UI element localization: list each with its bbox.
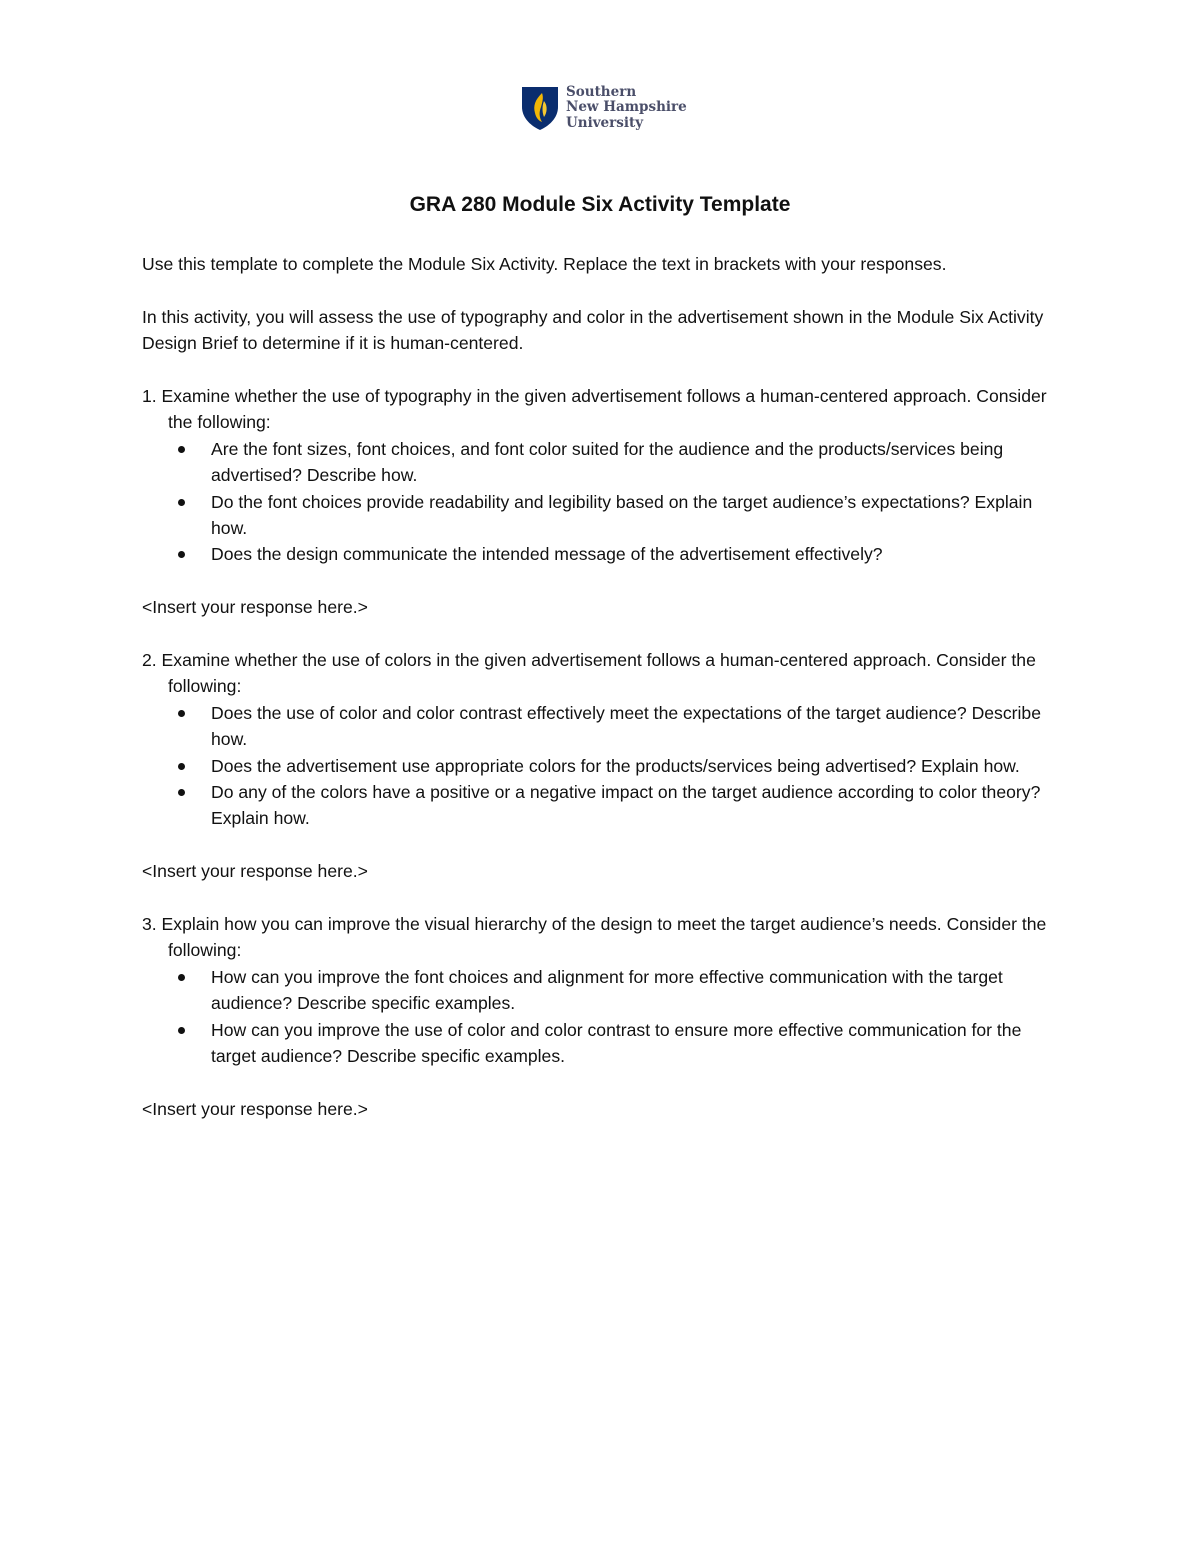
response-placeholder[interactable]: <Insert your response here.>	[142, 861, 368, 882]
logo-line-3: University	[566, 114, 644, 131]
intro-paragraph: Use this template to complete the Module Six Activity. Replace the text in brackets with your responses.	[142, 254, 947, 274]
bullet-item: Does the advertisement use appropriate colors for the products/services being advertised? Explain how.	[142, 753, 1067, 779]
document-title: GRA 280 Module Six Activity Template	[409, 193, 791, 216]
bullet-item: Do the font choices provide readability and legibility based on the target audience’s expectations? Explain how.	[142, 489, 1067, 542]
question-prompt: 2. Examine whether the use of colors in the given advertisement follows a human-centered approach. Consider the following:	[142, 650, 1036, 697]
bullet-item: Does the design communicate the intended message of the advertisement effectively?	[142, 541, 1067, 567]
bullet-list	[142, 436, 1067, 568]
question-block	[142, 647, 1067, 885]
bullet-list	[142, 700, 1067, 832]
bullet-item: Do any of the colors have a positive or a negative impact on the target audience according to color theory? Explain how.	[142, 779, 1067, 832]
description-paragraph: In this activity, you will assess the use of typography and color in the advertisement shown in the Module Six Activity Design Brief to determine if it is human-centered.	[142, 306, 1044, 354]
bullet-item: How can you improve the use of color and color contrast to ensure more effective communication for the target audience? Describe specific examples.	[142, 1017, 1067, 1070]
question-block	[142, 911, 1067, 1122]
logo-line-2: New Hampshire	[566, 99, 687, 116]
logo-line-1: Southern	[566, 83, 637, 100]
shield-flame-icon	[520, 85, 560, 131]
question-prompt: 3. Explain how you can improve the visual hierarchy of the design to meet the target audience’s needs. Consider the following:	[142, 914, 1047, 961]
logo-wordmark	[566, 85, 687, 132]
bullet-item: Are the font sizes, font choices, and font color suited for the audience and the products/services being advertised? Describe how.	[142, 436, 1067, 489]
document-body	[142, 251, 1067, 1149]
bullet-list	[142, 964, 1067, 1070]
response-placeholder[interactable]: <Insert your response here.>	[142, 597, 368, 618]
response-placeholder[interactable]: <Insert your response here.>	[142, 1098, 368, 1119]
bullet-item: Does the use of color and color contrast effectively meet the expectations of the target audience? Describe how.	[142, 700, 1067, 753]
university-logo	[520, 84, 687, 132]
bullet-item: How can you improve the font choices and alignment for more effective communication with the target audience? Describe specific examples.	[142, 964, 1067, 1017]
question-prompt: 1. Examine whether the use of typography in the given advertisement follows a human-centered approach. Consider the following:	[142, 386, 1047, 433]
question-block	[142, 383, 1067, 621]
